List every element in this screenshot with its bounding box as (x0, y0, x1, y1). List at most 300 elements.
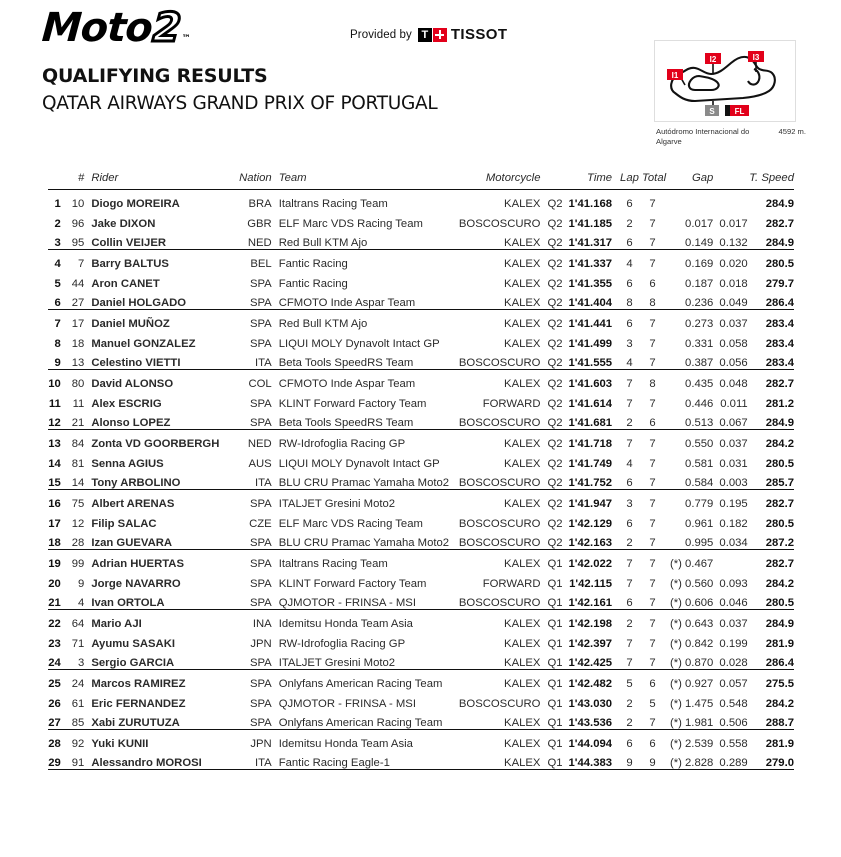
rider-last-name: ESCRIG (118, 397, 162, 410)
row-rider-name (91, 490, 233, 510)
table-row[interactable] (48, 490, 794, 510)
row-time: 1'42.129 (568, 517, 613, 530)
row-gap-leader: (*) 0.870 (666, 650, 713, 670)
table-row[interactable] (48, 190, 794, 210)
row-total-laps: 7 (649, 557, 656, 570)
row-team: LIQUI MOLY Dynavolt Intact GP (278, 337, 440, 350)
rider-last-name: MOROSI (155, 757, 202, 769)
row-bike-number: 28 (70, 530, 92, 550)
row-team: Fantic Racing (278, 257, 348, 270)
row-total-laps: 6 (639, 410, 666, 430)
row-top-speed: 280.5 (765, 257, 794, 270)
row-top-speed: 286.4 (748, 650, 794, 670)
row-position: 17 (48, 517, 61, 530)
column-header-gap-prev (713, 172, 747, 190)
row-bike-number: 71 (71, 637, 85, 650)
row-time: 1'41.749 (568, 457, 613, 470)
row-gap-previous: 0.046 (713, 590, 747, 610)
row-position: 19 (48, 557, 61, 570)
row-top-speed: 280.5 (765, 517, 794, 530)
table-row[interactable] (48, 730, 794, 750)
row-motorcycle: KALEX (504, 277, 541, 290)
row-gap-previous: 0.037 (719, 437, 748, 450)
row-time: 1'42.161 (567, 590, 621, 610)
table-row[interactable] (48, 210, 794, 230)
results-table-container (48, 172, 794, 770)
svg-text:I3: I3 (752, 52, 760, 62)
rider-last-name: NAVARRO (125, 577, 181, 590)
rider-last-name: ZURUTUZA (118, 717, 180, 729)
row-bike-number: 24 (71, 677, 85, 690)
row-total-laps: 7 (649, 497, 656, 510)
row-session: Q2 (547, 290, 566, 310)
column-header-motorcycle: Motorcycle (485, 172, 541, 184)
row-gap-previous: 0.058 (719, 337, 748, 350)
rider-first-name: Marcos (91, 677, 135, 690)
row-gap-leader: (*) 0.467 (669, 557, 714, 570)
row-position: 2 (54, 217, 61, 230)
row-gap-leader: 0.961 (685, 517, 714, 530)
row-bike-number: 61 (71, 697, 85, 710)
row-top-speed: 282.7 (765, 497, 794, 510)
rider-first-name: Ivan (91, 597, 118, 609)
row-top-speed: 279.7 (765, 277, 794, 290)
row-nation: SPA (234, 290, 279, 310)
row-total-laps: 9 (639, 750, 666, 770)
row-session: Q2 (547, 277, 563, 290)
row-time: 1'42.425 (567, 650, 621, 670)
row-position: 4 (54, 257, 61, 270)
column-header-team: Team (278, 172, 307, 184)
row-session: Q2 (547, 230, 566, 250)
row-lap: 7 (626, 437, 633, 450)
rider-first-name: Jorge (91, 577, 126, 590)
row-motorcycle: KALEX (504, 377, 541, 390)
table-row[interactable] (48, 390, 794, 410)
row-motorcycle: KALEX (504, 497, 541, 510)
row-session: Q2 (547, 197, 563, 210)
rider-last-name: DIXON (119, 217, 156, 230)
rider-first-name: Barry (91, 257, 124, 270)
row-lap: 8 (620, 290, 639, 310)
row-team: ELF Marc VDS Racing Team (278, 517, 423, 530)
row-nation: SPA (234, 590, 279, 610)
row-gap-previous: 0.093 (719, 577, 748, 590)
row-time: 1'41.499 (568, 337, 613, 350)
rider-first-name: David (91, 377, 125, 390)
row-team: ELF Marc VDS Racing Team (278, 217, 423, 230)
row-time: 1'41.168 (568, 197, 613, 210)
table-row[interactable] (48, 710, 794, 730)
column-header-time: Time (587, 172, 613, 184)
row-session: Q1 (547, 697, 563, 710)
table-row[interactable] (48, 450, 794, 470)
row-session: Q1 (547, 737, 563, 750)
row-top-speed: 284.9 (765, 197, 794, 210)
row-total-laps: 7 (649, 257, 656, 270)
table-row[interactable] (48, 670, 794, 690)
row-rider-name (91, 570, 233, 590)
row-nation: JPN (250, 637, 272, 650)
table-row[interactable] (48, 750, 794, 770)
rider-last-name: HOLGADO (128, 297, 187, 309)
row-lap: 6 (626, 277, 633, 290)
row-bike-number: 85 (70, 710, 92, 730)
row-bike-number: 17 (71, 317, 85, 330)
row-rider-name (91, 690, 233, 710)
row-top-speed: 275.5 (765, 677, 794, 690)
row-top-speed: 280.5 (748, 590, 794, 610)
row-lap: 5 (626, 677, 633, 690)
row-rider-name (91, 710, 233, 730)
row-rider-name (91, 510, 233, 530)
row-nation: NED (247, 437, 272, 450)
row-bike-number: 84 (71, 437, 85, 450)
row-session: Q2 (547, 317, 563, 330)
column-header-gap: Gap (691, 172, 714, 184)
table-row[interactable] (48, 510, 794, 530)
row-motorcycle: BOSCOSCURO (456, 590, 548, 610)
row-team: Onlyfans American Racing Team (279, 710, 456, 730)
row-gap-leader: 0.273 (685, 317, 714, 330)
table-row[interactable] (48, 610, 794, 630)
table-header (48, 172, 794, 190)
row-rider-name (91, 650, 233, 670)
table-row[interactable] (48, 250, 794, 270)
table-row[interactable] (48, 270, 794, 290)
row-gap-leader: 0.581 (685, 457, 714, 470)
row-position: 22 (48, 617, 61, 630)
row-gap-leader: 0.779 (685, 497, 714, 510)
row-nation: COL (248, 377, 272, 390)
row-team: CFMOTO Inde Aspar Team (279, 290, 456, 310)
row-position: 8 (54, 337, 61, 350)
row-position: 24 (48, 650, 70, 670)
row-motorcycle: BOSCOSCURO (456, 470, 548, 490)
row-session: Q1 (547, 637, 563, 650)
row-time: 1'41.681 (567, 410, 621, 430)
rider-last-name: KUNII (117, 737, 149, 750)
row-team: QJMOTOR - FRINSA - MSI (279, 590, 456, 610)
row-gap-previous: 0.195 (719, 497, 748, 510)
rider-last-name: ARENAS (126, 497, 175, 510)
row-motorcycle: KALEX (456, 750, 548, 770)
row-top-speed: 283.4 (765, 317, 794, 330)
row-total-laps: 7 (639, 710, 666, 730)
row-top-speed: 283.4 (765, 337, 794, 350)
row-gap-previous: 0.067 (713, 410, 747, 430)
row-nation: BRA (248, 197, 272, 210)
row-gap-previous: 0.132 (713, 230, 747, 250)
table-row[interactable] (48, 590, 794, 610)
row-gap-previous: 0.056 (713, 350, 747, 370)
row-time: 1'42.482 (568, 677, 613, 690)
row-time: 1'41.614 (568, 397, 613, 410)
rider-last-name: VD GOORBERGH (125, 437, 220, 450)
row-gap-leader: 0.435 (685, 377, 714, 390)
table-body (48, 190, 794, 770)
row-total-laps: 7 (649, 397, 656, 410)
row-rider-name (91, 450, 233, 470)
row-session: Q1 (547, 617, 563, 630)
row-nation: BEL (250, 257, 272, 270)
table-row[interactable] (48, 550, 794, 570)
row-gap-leader: (*) 1.981 (666, 710, 713, 730)
row-nation: ITA (234, 470, 279, 490)
row-nation: SPA (249, 397, 272, 410)
table-row[interactable] (48, 370, 794, 390)
row-nation: SPA (249, 577, 272, 590)
row-lap: 4 (620, 350, 639, 370)
row-nation: ITA (234, 350, 279, 370)
row-time: 1'41.603 (568, 377, 613, 390)
row-rider-name (91, 310, 233, 330)
table-row[interactable] (48, 530, 794, 550)
row-position: 12 (48, 410, 70, 430)
row-lap: 4 (626, 457, 633, 470)
row-time: 1'41.718 (568, 437, 613, 450)
row-session: Q2 (547, 437, 563, 450)
trademark-icon: ™ (181, 34, 190, 44)
row-lap: 3 (626, 497, 633, 510)
rider-first-name: Manuel (91, 337, 134, 350)
row-top-speed: 280.5 (765, 457, 794, 470)
row-gap-leader: 0.550 (685, 437, 714, 450)
table-row[interactable] (48, 570, 794, 590)
row-motorcycle: BOSCOSCURO (458, 517, 541, 530)
row-nation: SPA (249, 337, 272, 350)
row-lap: 7 (626, 397, 633, 410)
row-time: 1'42.022 (568, 557, 613, 570)
row-session: Q2 (547, 497, 563, 510)
row-team: Fantic Racing (278, 277, 348, 290)
row-position: 13 (48, 437, 61, 450)
row-nation: CZE (249, 517, 272, 530)
row-position: 16 (48, 497, 61, 510)
row-motorcycle: KALEX (504, 617, 541, 630)
row-time: 1'41.337 (568, 257, 613, 270)
rider-last-name: GARCIA (129, 657, 175, 669)
row-team: Italtrans Racing Team (278, 197, 388, 210)
moto2-logo-word: Moto (40, 5, 154, 51)
circuit-map (654, 40, 796, 122)
moto2-logo-number: 2 (151, 5, 182, 51)
table-row[interactable] (48, 290, 794, 310)
row-position: 9 (48, 350, 70, 370)
row-total-laps: 7 (649, 617, 656, 630)
table-row[interactable] (48, 690, 794, 710)
row-rider-name (91, 350, 233, 370)
rider-first-name: Alessandro (91, 757, 156, 769)
row-top-speed: 281.9 (765, 737, 794, 750)
rider-first-name: Xabi (91, 717, 119, 729)
rider-first-name: Tony (91, 477, 121, 489)
row-nation: SPA (234, 710, 279, 730)
row-total-laps: 6 (649, 737, 656, 750)
row-rider-name (91, 550, 233, 570)
row-position: 1 (54, 197, 61, 210)
row-session: Q1 (547, 590, 566, 610)
row-team: Red Bull KTM Ajo (279, 230, 456, 250)
svg-text:I1: I1 (671, 70, 679, 80)
row-gap-leader: 0.187 (685, 277, 714, 290)
row-motorcycle: KALEX (504, 337, 541, 350)
row-rider-name (91, 530, 233, 550)
row-time: 1'44.383 (567, 750, 621, 770)
table-row[interactable] (48, 330, 794, 350)
row-top-speed: 279.0 (748, 750, 794, 770)
row-nation: AUS (248, 457, 272, 470)
row-top-speed: 283.4 (748, 350, 794, 370)
row-total-laps: 7 (639, 650, 666, 670)
row-rider-name (91, 670, 233, 690)
row-gap-previous: 0.057 (719, 677, 748, 690)
rider-last-name: MUÑOZ (128, 317, 170, 330)
row-bike-number: 99 (71, 557, 85, 570)
rider-first-name: Daniel (91, 297, 129, 309)
table-row[interactable] (48, 630, 794, 650)
row-lap: 7 (626, 577, 633, 590)
table-row[interactable] (48, 650, 794, 670)
row-lap: 7 (626, 377, 633, 390)
row-team: Fantic Racing Eagle-1 (279, 750, 456, 770)
row-lap: 6 (626, 737, 633, 750)
row-gap-leader: (*) 0.643 (669, 617, 714, 630)
row-nation: ITA (234, 750, 279, 770)
row-position: 7 (54, 317, 61, 330)
row-session: Q2 (547, 337, 563, 350)
circuit-map-svg (655, 41, 795, 121)
row-time: 1'42.198 (568, 617, 613, 630)
row-position: 21 (48, 590, 70, 610)
row-motorcycle: BOSCOSCURO (458, 217, 541, 230)
row-nation: INA (252, 617, 272, 630)
table-row[interactable] (48, 470, 794, 490)
row-gap-leader: (*) 0.606 (666, 590, 713, 610)
row-nation: JPN (250, 737, 272, 750)
row-gap-leader: (*) 0.842 (669, 637, 714, 650)
column-header-top-speed: T. Speed (749, 172, 794, 184)
row-total-laps: 8 (649, 377, 656, 390)
row-session: Q2 (547, 257, 563, 270)
row-total-laps: 7 (649, 217, 656, 230)
row-total-laps: 7 (649, 577, 656, 590)
rider-first-name: Daniel (91, 317, 129, 330)
row-gap-leader: 0.017 (685, 217, 714, 230)
row-gap-leader: (*) 0.927 (669, 677, 714, 690)
row-session: Q1 (547, 677, 563, 690)
circuit-name: Autódromo Internacional do Algarve (656, 127, 750, 147)
row-session: Q2 (547, 530, 566, 550)
row-time: 1'42.163 (567, 530, 621, 550)
row-nation: SPA (234, 530, 279, 550)
row-motorcycle: KALEX (504, 557, 541, 570)
rider-last-name: MOREIRA (126, 197, 180, 210)
table-row[interactable] (48, 310, 794, 330)
row-bike-number: 4 (70, 590, 92, 610)
column-header-lap-total: Lap Total (620, 172, 667, 184)
row-motorcycle: KALEX (504, 197, 541, 210)
column-header-number: # (78, 172, 85, 184)
row-session: Q1 (547, 710, 566, 730)
table-row[interactable] (48, 410, 794, 430)
row-team: KLINT Forward Factory Team (278, 577, 427, 590)
row-position: 5 (54, 277, 61, 290)
rider-first-name: Collin (91, 237, 126, 249)
rider-last-name: SASAKI (132, 637, 176, 650)
marker-i2 (705, 53, 721, 64)
row-team: ITALJET Gresini Moto2 (279, 650, 456, 670)
table-row[interactable] (48, 350, 794, 370)
row-gap-leader: (*) 2.539 (669, 737, 714, 750)
row-gap-leader: (*) 2.828 (666, 750, 713, 770)
row-bike-number: 80 (71, 377, 85, 390)
row-session: Q2 (547, 410, 566, 430)
rider-last-name: ALONSO (124, 377, 174, 390)
row-gap-previous: 0.031 (719, 457, 748, 470)
row-team: KLINT Forward Factory Team (278, 397, 427, 410)
row-session: Q1 (547, 557, 563, 570)
row-total-laps: 7 (649, 637, 656, 650)
swiss-cross-icon (433, 28, 447, 42)
row-top-speed: 284.2 (765, 697, 794, 710)
row-session: Q1 (547, 577, 563, 590)
row-time: 1'43.030 (568, 697, 613, 710)
row-team: Italtrans Racing Team (278, 557, 388, 570)
rider-last-name: RAMIREZ (134, 677, 186, 690)
rider-last-name: AJI (124, 617, 142, 630)
row-total-laps: 7 (639, 350, 666, 370)
row-session: Q1 (547, 650, 566, 670)
rider-first-name: Eric (91, 697, 116, 710)
row-rider-name (91, 330, 233, 350)
row-nation: SPA (249, 277, 272, 290)
row-team: Beta Tools SpeedRS Team (279, 350, 456, 370)
row-top-speed: 284.2 (765, 577, 794, 590)
row-position: 6 (48, 290, 70, 310)
row-team: RW-Idrofoglia Racing GP (278, 437, 406, 450)
row-top-speed: 282.7 (765, 377, 794, 390)
rider-last-name: HUERTAS (130, 557, 184, 570)
row-gap-previous (713, 190, 747, 210)
table-row[interactable] (48, 430, 794, 450)
row-team: Idemitsu Honda Team Asia (278, 737, 413, 750)
row-motorcycle: BOSCOSCURO (456, 530, 548, 550)
table-row[interactable] (48, 230, 794, 250)
row-bike-number: 10 (71, 197, 85, 210)
row-gap-previous: 0.199 (719, 637, 748, 650)
rider-first-name: Albert (91, 497, 127, 510)
row-lap: 2 (620, 710, 639, 730)
rider-first-name: Celestino (91, 357, 146, 369)
row-position: 28 (48, 737, 61, 750)
row-motorcycle: KALEX (504, 637, 541, 650)
row-motorcycle: KALEX (504, 457, 541, 470)
row-rider-name (91, 470, 233, 490)
row-team: ITALJET Gresini Moto2 (278, 497, 396, 510)
row-rider-name (91, 610, 233, 630)
svg-text:S: S (709, 106, 715, 116)
row-total-laps: 5 (649, 697, 656, 710)
rider-first-name: Alex (91, 397, 119, 410)
row-session: Q2 (547, 457, 563, 470)
provided-by-label: Provided by (350, 28, 412, 41)
row-top-speed: 285.7 (748, 470, 794, 490)
row-gap-previous: 0.048 (719, 377, 748, 390)
rider-last-name: VEIJER (125, 237, 167, 249)
row-position: 15 (48, 470, 70, 490)
page-header (0, 0, 841, 160)
